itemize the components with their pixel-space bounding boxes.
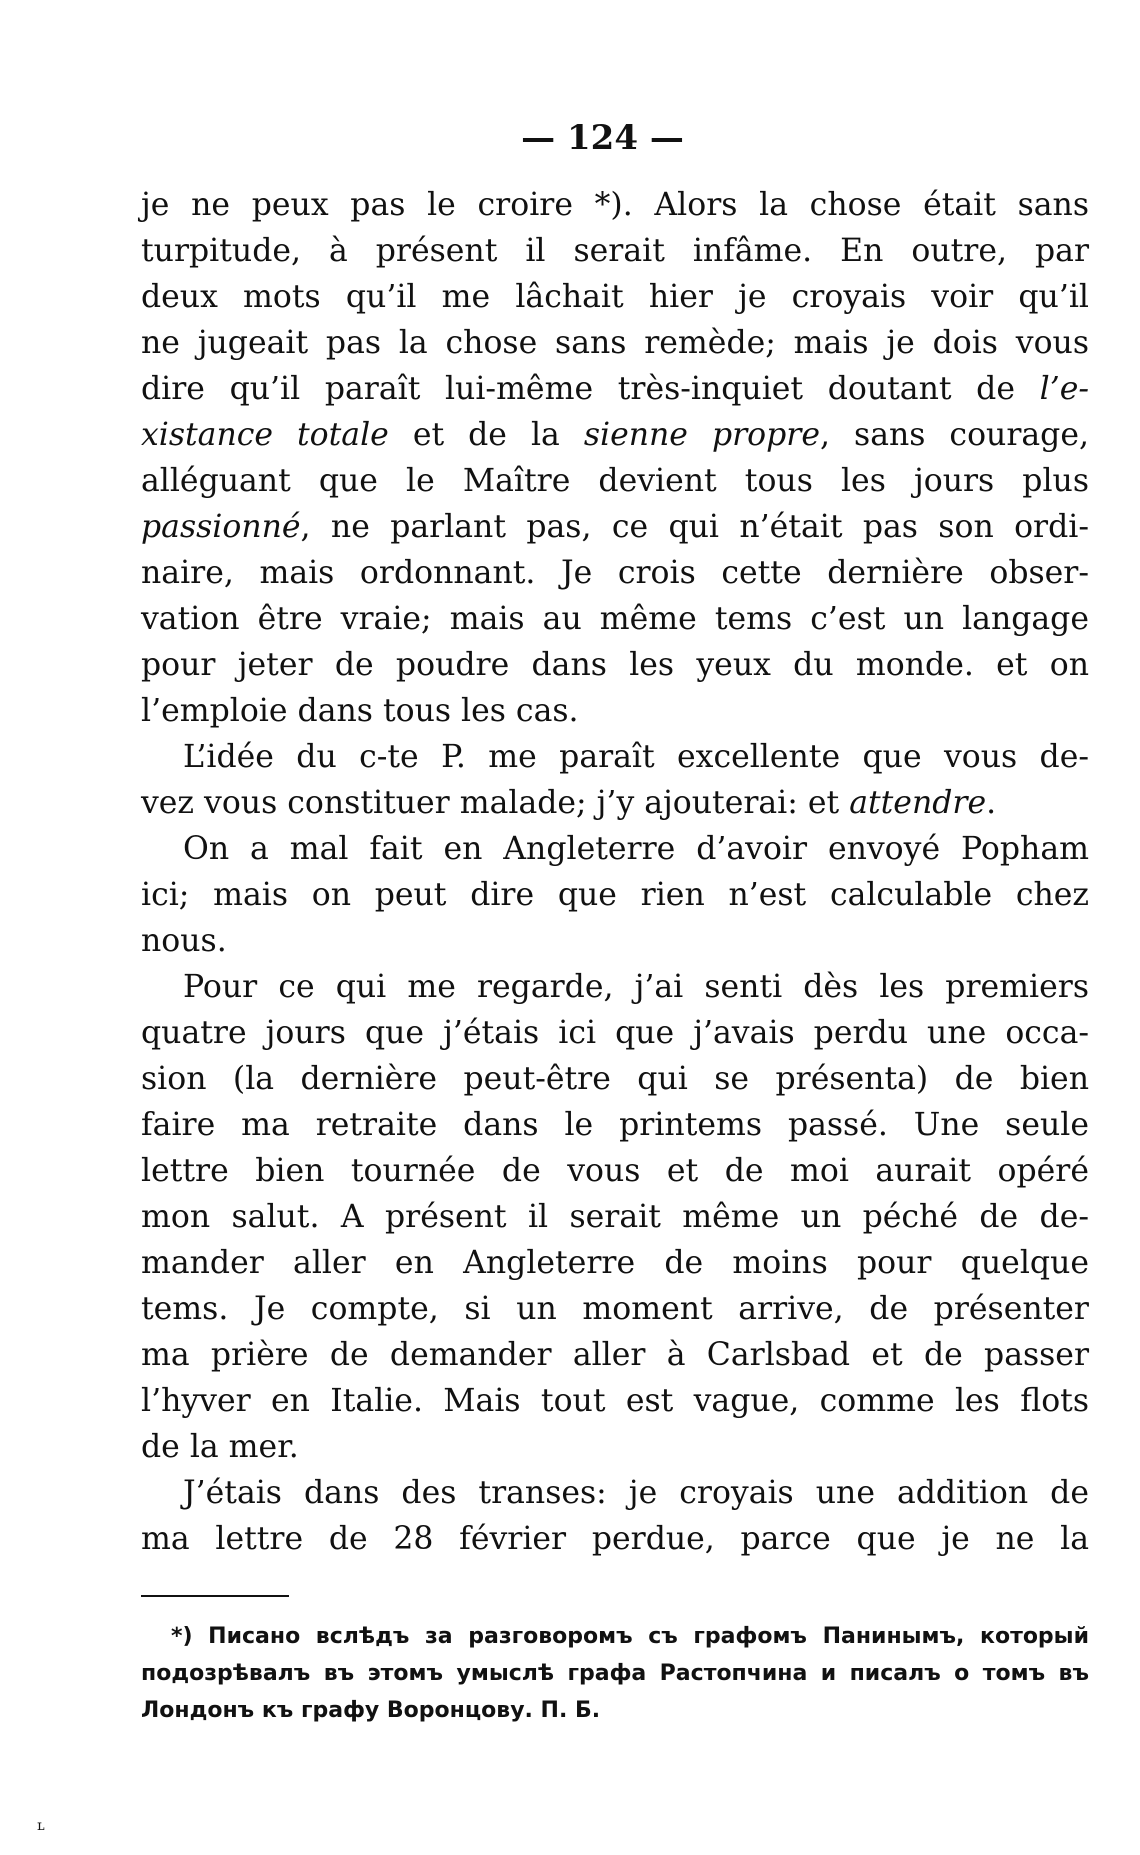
text-segment: vation être vraie; mais au même tems c’est un langage	[141, 601, 1089, 637]
text-segment: vez vous constituer malade; j’y ajouterai: et	[141, 785, 850, 821]
footnote-line: Лондонъ къ графу Воронцову. П. Б.	[141, 1698, 601, 1723]
footnote-line: подозрѣвалъ въ этомъ умыслѣ графа Растопчина и писалъ о томъ въ	[141, 1661, 1089, 1686]
italic-text: xistance totale	[141, 417, 389, 453]
text-segment: tems. Je compte, si un moment arrive, de présenter	[141, 1291, 1089, 1327]
text-segment: .	[986, 785, 997, 821]
text-segment: J’étais dans des transes: je croyais une addition de	[183, 1475, 1089, 1511]
text-line	[141, 1240, 1089, 1286]
text-segment: ici; mais on peut dire que rien n’est calculable chez	[141, 877, 1089, 913]
text-line	[141, 550, 1089, 596]
text-line	[141, 596, 1089, 642]
text-line	[141, 826, 1089, 872]
text-segment: dire qu’il paraît lui-même très-inquiet doutant de	[141, 371, 1040, 407]
text-segment: L’idée du c-te P. me paraît excellente que vous de-	[183, 739, 1089, 775]
text-line	[141, 412, 1089, 458]
text-segment: , sans courage,	[820, 417, 1089, 453]
text-segment: l’emploie dans tous les cas.	[141, 693, 579, 729]
text-line	[141, 366, 1089, 412]
text-segment: l’hyver en Italie. Mais tout est vague, comme les flots	[141, 1383, 1089, 1419]
text-segment: alléguant que le Maître devient tous les jours plus	[141, 463, 1089, 499]
footnote-line: *) Писано вслѣдъ за разговоромъ съ графомъ Панинымъ, который	[171, 1624, 1089, 1649]
italic-text: passionné	[141, 509, 301, 545]
text-segment: et de la	[388, 417, 584, 453]
text-segment: je ne peux pas le croire *). Alors la chose était sans	[141, 187, 1089, 223]
text-line	[141, 734, 1089, 780]
text-segment: faire ma retraite dans le printems passé. Une seule	[141, 1107, 1089, 1143]
text-line	[141, 1148, 1089, 1194]
text-line	[141, 1056, 1089, 1102]
text-segment: deux mots qu’il me lâchait hier je croyais voir qu’il	[141, 279, 1089, 315]
text-segment: nous.	[141, 923, 227, 959]
text-line	[141, 1194, 1089, 1240]
text-line	[141, 1516, 1089, 1562]
text-line	[141, 1424, 1089, 1470]
footnote-separator	[141, 1595, 289, 1597]
text-line	[141, 182, 1089, 228]
text-line	[141, 228, 1089, 274]
page-number: — 124 —	[521, 118, 684, 158]
text-line	[141, 1286, 1089, 1332]
text-line	[141, 1470, 1089, 1516]
text-line	[141, 274, 1089, 320]
text-segment: sion (la dernière peut-être qui se présenta) de bien	[141, 1061, 1089, 1097]
text-line	[141, 872, 1089, 918]
text-segment: quatre jours que j’étais ici que j’avais perdu une occa-	[141, 1015, 1089, 1051]
text-segment: On a mal fait en Angleterre d’avoir envoyé Popham	[183, 831, 1089, 867]
text-line	[141, 458, 1089, 504]
text-segment: de la mer.	[141, 1429, 299, 1465]
text-segment: ma prière de demander aller à Carlsbad et de passer	[141, 1337, 1089, 1373]
corner-mark: ʟ	[37, 1818, 45, 1834]
text-line	[141, 780, 1089, 826]
footnote	[141, 1618, 1089, 1729]
text-line	[141, 964, 1089, 1010]
text-segment: mander aller en Angleterre de moins pour quelque	[141, 1245, 1089, 1281]
text-segment: naire, mais ordonnant. Je crois cette dernière obser-	[141, 555, 1089, 591]
text-line	[141, 688, 1089, 734]
text-segment: mon salut. A présent il serait même un péché de de-	[141, 1199, 1089, 1235]
text-line	[141, 642, 1089, 688]
italic-text: sienne propre	[583, 417, 820, 453]
text-segment: Pour ce qui me regarde, j’ai senti dès les premiers	[183, 969, 1089, 1005]
text-line	[141, 1332, 1089, 1378]
text-line	[141, 1378, 1089, 1424]
italic-text: attendre	[849, 785, 987, 821]
text-segment: ne jugeait pas la chose sans remède; mais je dois vous	[141, 325, 1089, 361]
body-text	[141, 182, 1089, 1562]
text-line	[141, 504, 1089, 550]
text-line	[141, 918, 1089, 964]
text-segment: , ne parlant pas, ce qui n’était pas son ordi-	[300, 509, 1089, 545]
text-segment: ma lettre de 28 février perdue, parce que je ne la	[141, 1521, 1089, 1557]
text-segment: pour jeter de poudre dans les yeux du monde. et on	[141, 647, 1089, 683]
text-segment: turpitude, à présent il serait infâme. En outre, par	[141, 233, 1089, 269]
italic-text: l’e-	[1039, 371, 1089, 407]
text-line	[141, 320, 1089, 366]
text-line	[141, 1102, 1089, 1148]
text-segment: lettre bien tournée de vous et de moi aurait opéré	[141, 1153, 1089, 1189]
text-line	[141, 1010, 1089, 1056]
